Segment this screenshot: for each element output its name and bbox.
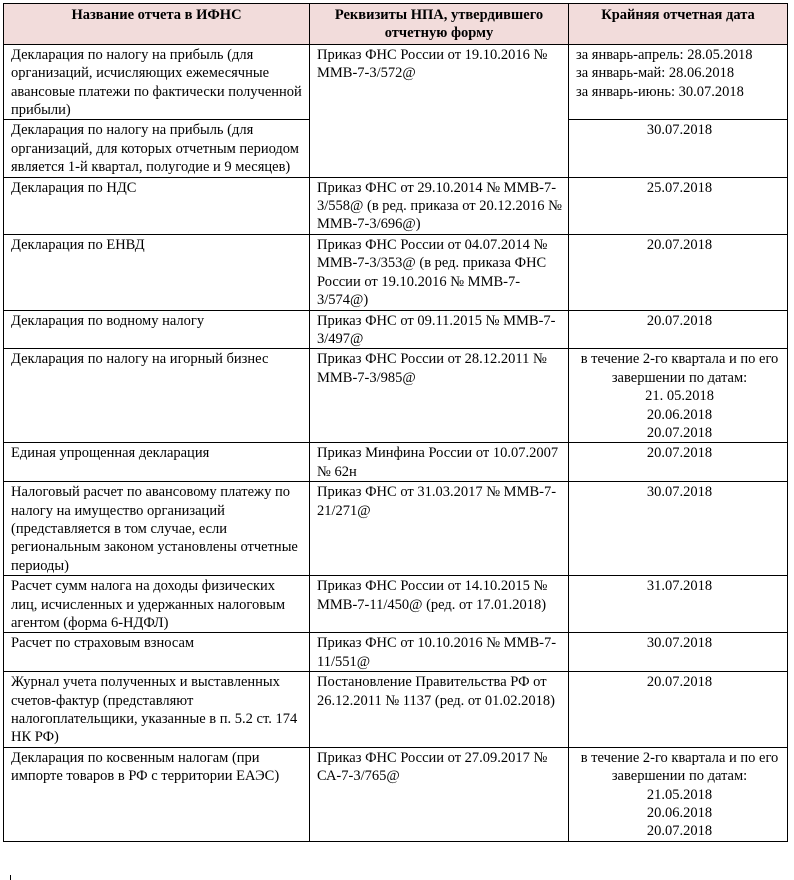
report-name-cell: Декларация по налогу на прибыль (для организаций, для которых отчетным периодом является 1-й квартал, полугодие и 9 месяцев) bbox=[4, 120, 310, 177]
table-row bbox=[4, 672, 788, 748]
header-deadline: Крайняя отчетная дата bbox=[569, 4, 788, 45]
deadline-cell: 30.07.2018 bbox=[569, 120, 788, 177]
report-name-cell: Декларация по налогу на игорный бизнес bbox=[4, 349, 310, 443]
report-name-cell: Декларация по налогу на прибыль (для организаций, исчисляющих ежемесячные авансовые платежи по фактически полученной прибыли) bbox=[4, 44, 310, 120]
report-table bbox=[3, 3, 788, 842]
legal-basis-cell: Приказ ФНС от 29.10.2014 № ММВ-7-3/558@ (в ред. приказа от 20.12.2016 № ММВ-7-3/696@) bbox=[310, 177, 569, 234]
deadline-cell: 20.07.2018 bbox=[569, 443, 788, 482]
table-row bbox=[4, 747, 788, 841]
report-name-cell: Расчет по страховым взносам bbox=[4, 633, 310, 672]
deadline-cell bbox=[569, 349, 788, 443]
report-name-cell: Единая упрощенная декларация bbox=[4, 443, 310, 482]
text-cursor bbox=[10, 875, 11, 880]
report-name-cell: Налоговый расчет по авансовому платежу по налогу на имущество организаций (представляется в том случае, если региональным законом установлены отчетные периоды) bbox=[4, 482, 310, 576]
deadline-cell: 30.07.2018 bbox=[569, 482, 788, 576]
deadline-cell: 25.07.2018 bbox=[569, 177, 788, 234]
deadline-cell bbox=[569, 747, 788, 841]
table-row bbox=[4, 443, 788, 482]
legal-basis-cell: Приказ ФНС России от 14.10.2015 № ММВ-7-11/450@ (ред. от 17.01.2018) bbox=[310, 576, 569, 633]
deadline-line: 20.07.2018 bbox=[646, 424, 713, 441]
legal-basis-cell: Приказ ФНС России от 19.10.2016 № ММВ-7-3/572@ bbox=[310, 44, 569, 177]
deadline-cell: 20.07.2018 bbox=[569, 310, 788, 349]
deadline-line: в течение 2-го квартала и по его завершении по датам: bbox=[580, 749, 779, 785]
report-name-cell: Декларация по водному налогу bbox=[4, 310, 310, 349]
table-row bbox=[4, 576, 788, 633]
report-name-cell: Декларация по ЕНВД bbox=[4, 234, 310, 310]
deadline-cell bbox=[569, 44, 788, 120]
table-row bbox=[4, 633, 788, 672]
legal-basis-cell: Постановление Правительства РФ от 26.12.2011 № 1137 (ред. от 01.02.2018) bbox=[310, 672, 569, 748]
legal-basis-cell: Приказ Минфина России от 10.07.2007 № 62н bbox=[310, 443, 569, 482]
report-name-cell: Декларация по НДС bbox=[4, 177, 310, 234]
header-report-name: Название отчета в ИФНС bbox=[4, 4, 310, 45]
report-name-cell: Расчет сумм налога на доходы физических лиц, исчисленных и удержанных налоговым агентом (форма 6-НДФЛ) bbox=[4, 576, 310, 633]
table-row bbox=[4, 44, 788, 120]
deadline-line: 20.07.2018 bbox=[646, 823, 713, 840]
report-name-cell: Декларация по косвенным налогам (при импорте товаров в РФ с территории ЕАЭС) bbox=[4, 747, 310, 841]
deadline-cell: 31.07.2018 bbox=[569, 576, 788, 633]
deadline-line: в течение 2-го квартала и по его завершении по датам: bbox=[580, 351, 779, 386]
table-row bbox=[4, 482, 788, 576]
report-name-cell: Журнал учета полученных и выставленных счетов-фактур (представляют налогоплательщики, указанные в п. 5.2 ст. 174 НК РФ) bbox=[4, 672, 310, 748]
deadline-cell: 20.07.2018 bbox=[569, 672, 788, 748]
table-row bbox=[4, 234, 788, 310]
deadline-cell: 20.07.2018 bbox=[569, 234, 788, 310]
deadline-line: 20.06.2018 bbox=[646, 406, 713, 423]
deadline-line: 20.06.2018 bbox=[646, 805, 713, 822]
table-row bbox=[4, 310, 788, 349]
legal-basis-cell: Приказ ФНС России от 28.12.2011 № ММВ-7-3/985@ bbox=[310, 349, 569, 443]
deadline-line: 21.05.2018 bbox=[646, 786, 713, 803]
legal-basis-cell: Приказ ФНС от 31.03.2017 № ММВ-7-21/271@ bbox=[310, 482, 569, 576]
legal-basis-cell: Приказ ФНС от 10.10.2016 № ММВ-7-11/551@ bbox=[310, 633, 569, 672]
deadline-cell: 30.07.2018 bbox=[569, 633, 788, 672]
header-row bbox=[4, 4, 788, 45]
table-row bbox=[4, 177, 788, 234]
legal-basis-cell: Приказ ФНС от 09.11.2015 № ММВ-7-3/497@ bbox=[310, 310, 569, 349]
deadline-line: за январь-май: 28.06.2018 bbox=[576, 65, 735, 82]
legal-basis-cell: Приказ ФНС России от 27.09.2017 № СА-7-3/765@ bbox=[310, 747, 569, 841]
deadline-line: за январь-апрель: 28.05.2018 bbox=[576, 46, 753, 63]
header-legal-basis: Реквизиты НПА, утвердившего отчетную форму bbox=[310, 4, 569, 45]
deadline-line: за январь-июнь: 30.07.2018 bbox=[576, 83, 744, 100]
table-row bbox=[4, 349, 788, 443]
legal-basis-cell: Приказ ФНС России от 04.07.2014 № ММВ-7-3/353@ (в ред. приказа ФНС России от 19.10.2016 № ММВ-7-3/574@) bbox=[310, 234, 569, 310]
deadline-line: 21. 05.2018 bbox=[645, 388, 714, 405]
